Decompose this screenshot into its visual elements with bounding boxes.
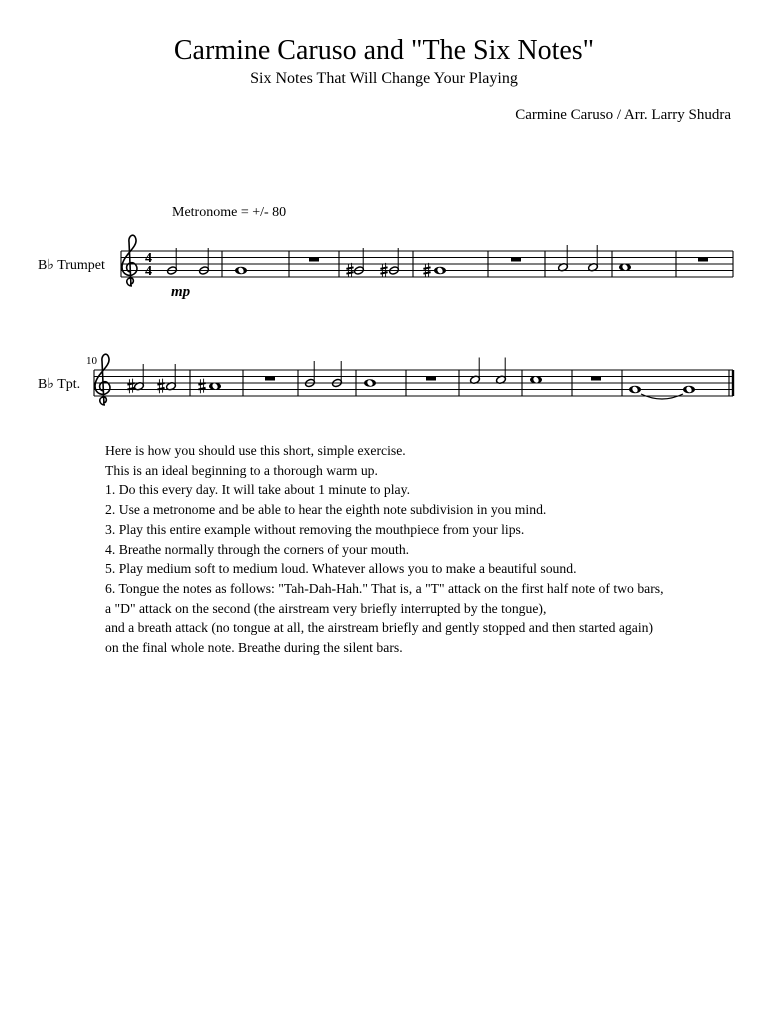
sharp-icon xyxy=(127,379,134,394)
instruction-line: on the final whole note. Breathe during the silent bars. xyxy=(105,640,403,656)
treble-clef-icon xyxy=(95,354,110,405)
note-whole xyxy=(629,386,641,394)
svg-text:4: 4 xyxy=(145,264,152,279)
instruction-line: This is an ideal beginning to a thorough warm up. xyxy=(105,462,378,478)
instruction-line: 1. Do this every day. It will take about 1 minute to play. xyxy=(105,482,410,498)
staff-system-1 xyxy=(121,235,733,300)
whole-rest xyxy=(309,258,319,262)
instrument-name-short: B♭ Tpt. xyxy=(38,377,81,392)
sharp-icon xyxy=(198,379,205,394)
whole-rest xyxy=(426,377,436,381)
tie xyxy=(641,394,683,399)
staff-system-2 xyxy=(94,354,733,405)
whole-rest xyxy=(591,377,601,381)
svg-text:4: 4 xyxy=(145,251,152,266)
treble-clef-icon xyxy=(122,235,137,286)
time-signature xyxy=(145,251,152,279)
instruction-line: and a breath attack (no tongue at all, the airstream briefly and gently stopped and then started again) xyxy=(105,620,654,636)
instruction-line: 3. Play this entire example without removing the mouthpiece from your lips. xyxy=(105,521,525,537)
instrument-name-full: B♭ Trumpet xyxy=(38,258,105,273)
composer-credit: Carmine Caruso / Arr. Larry Shudra xyxy=(515,107,731,123)
note-whole xyxy=(619,263,631,271)
sharp-icon xyxy=(157,379,164,394)
instruction-line: 5. Play medium soft to medium loud. Whatever allows you to make a beautiful sound. xyxy=(105,561,577,577)
note-whole xyxy=(683,386,695,394)
measure-number: 10 xyxy=(86,355,97,367)
note-whole xyxy=(530,376,542,384)
instruction-line: 6. Tongue the notes as follows: "Tah-Dah-Hah." That is, a "T" attack on the first half note of two bars, xyxy=(105,580,664,596)
instruction-line: a "D" attack on the second (the airstream very briefly interrupted by the tongue), xyxy=(105,600,547,616)
note-whole xyxy=(364,379,376,387)
practice-instructions xyxy=(105,441,755,658)
note-whole xyxy=(434,267,446,275)
score-title: Carmine Caruso and "The Six Notes" xyxy=(173,35,595,66)
instruction-line: 4. Breathe normally through the corners of your mouth. xyxy=(105,541,410,557)
note-whole xyxy=(209,382,221,390)
whole-rest xyxy=(511,258,521,262)
music-score xyxy=(0,0,768,440)
instruction-line: 2. Use a metronome and be able to hear the eighth note subdivision in you mind. xyxy=(105,502,547,518)
tempo-marking: Metronome = +/- 80 xyxy=(172,205,287,220)
score-subtitle: Six Notes That Will Change Your Playing xyxy=(250,70,518,87)
instruction-line: Here is how you should use this short, simple exercise. xyxy=(105,443,406,458)
dynamic-marking: mp xyxy=(171,284,191,300)
note-whole xyxy=(235,267,247,275)
whole-rest xyxy=(698,258,708,262)
whole-rest xyxy=(265,377,275,381)
